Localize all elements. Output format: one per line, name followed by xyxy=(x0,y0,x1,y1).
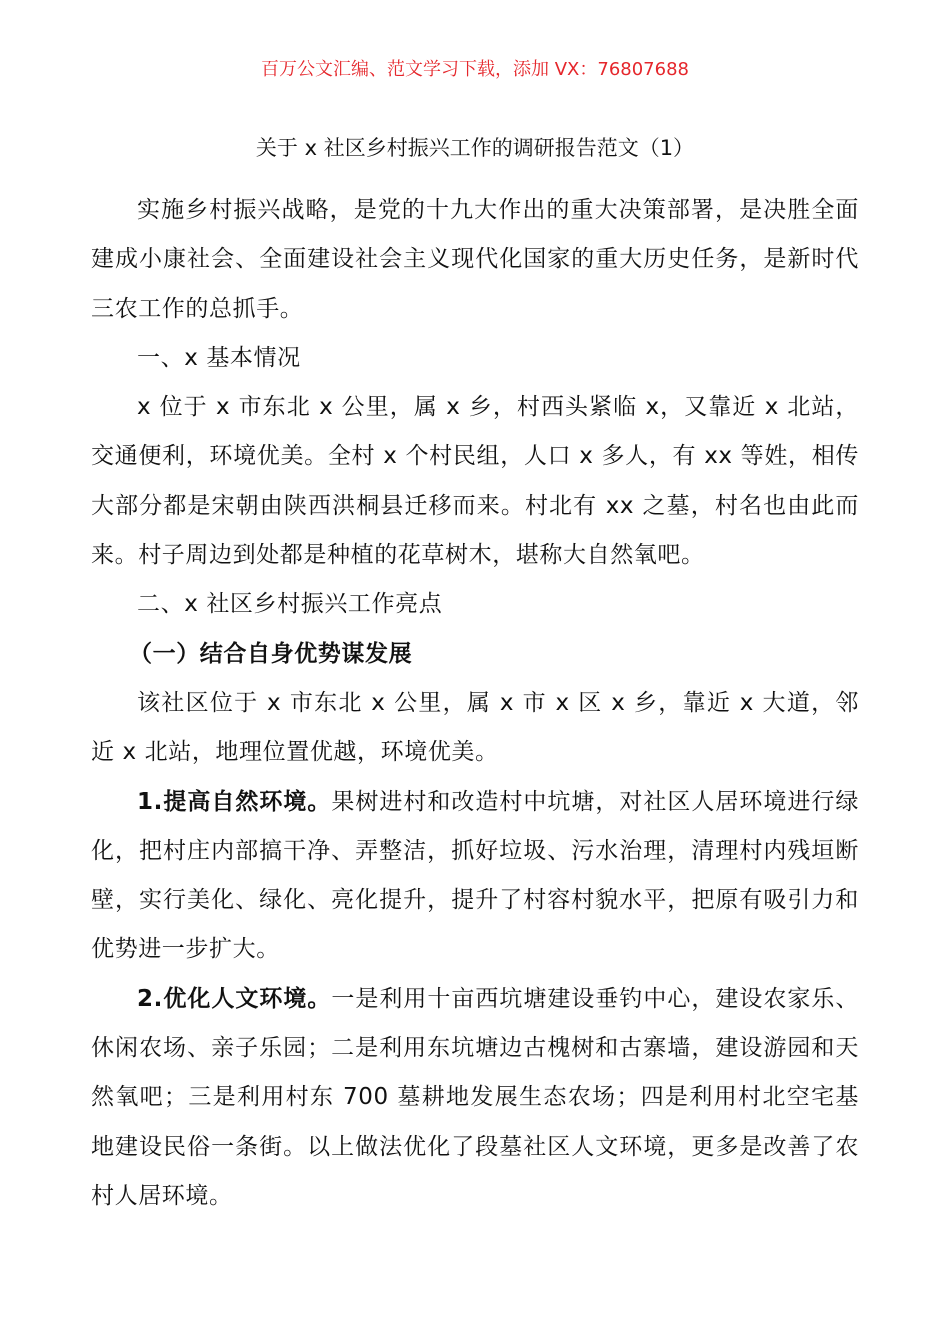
item-natural-environment xyxy=(91,778,859,975)
document-body xyxy=(91,186,859,1221)
item-lead-natural-environment: 1.提高自然环境。 xyxy=(137,788,332,815)
item-cultural-environment xyxy=(91,975,859,1221)
section-heading-basic-info: 一、x 基本情况 xyxy=(137,344,301,371)
location-paragraph: 该社区位于 x 市东北 x 公里，属 x 市 x 区 x 乡，靠近 x 大道，邻近 x 北站，地理位置优越，环境优美。 xyxy=(91,689,859,766)
item-lead-cultural-environment: 2.优化人文环境。 xyxy=(137,985,332,1012)
watermark-banner: 百万公文汇编、范文学习下载，添加 VX：76807688 xyxy=(261,59,689,80)
section-heading-highlights: 二、x 社区乡村振兴工作亮点 xyxy=(137,591,443,618)
item-text-natural-environment: 果树进村和改造村中坑塘，对社区人居环境进行绿化，把村庄内部搞干净、弄整洁，抓好垃圾、污水治理，清理村内残垣断壁，实行美化、绿化、亮化提升，提升了村容村貌水平，把原有吸引力和优势进一步扩大。 xyxy=(91,788,859,963)
document-title: 关于 x 社区乡村振兴工作的调研报告范文（1） xyxy=(255,136,695,160)
intro-paragraph: 实施乡村振兴战略，是党的十九大作出的重大决策部署，是决胜全面建成小康社会、全面建设社会主义现代化国家的重大历史任务，是新时代三农工作的总抓手。 xyxy=(91,197,859,322)
basic-info-paragraph: x 位于 x 市东北 x 公里，属 x 乡，村西头紧临 x，又靠近 x 北站，交通便利，环境优美。全村 x 个村民组，人口 x 多人，有 xx 等姓，相传大部分都是宋朝由陕西洪桐县迁移而来。村北有 xx 之墓，村名也由此而来。村子周边到处都是种植的花草树木，堪称大自然氧吧。 xyxy=(91,394,859,569)
subsection-heading-advantages: （一）结合自身优势谋发展 xyxy=(129,640,413,667)
item-text-cultural-environment: 一是利用十亩西坑塘建设垂钓中心，建设农家乐、休闲农场、亲子乐园；二是利用东坑塘边古槐树和古寨墙，建设游园和天然氧吧；三是利用村东 700 墓耕地发展生态农场；四是利用村北空宅基地建设民俗一条街。以上做法优化了段墓社区人文环境，更多是改善了农村人居环境。 xyxy=(91,985,859,1209)
